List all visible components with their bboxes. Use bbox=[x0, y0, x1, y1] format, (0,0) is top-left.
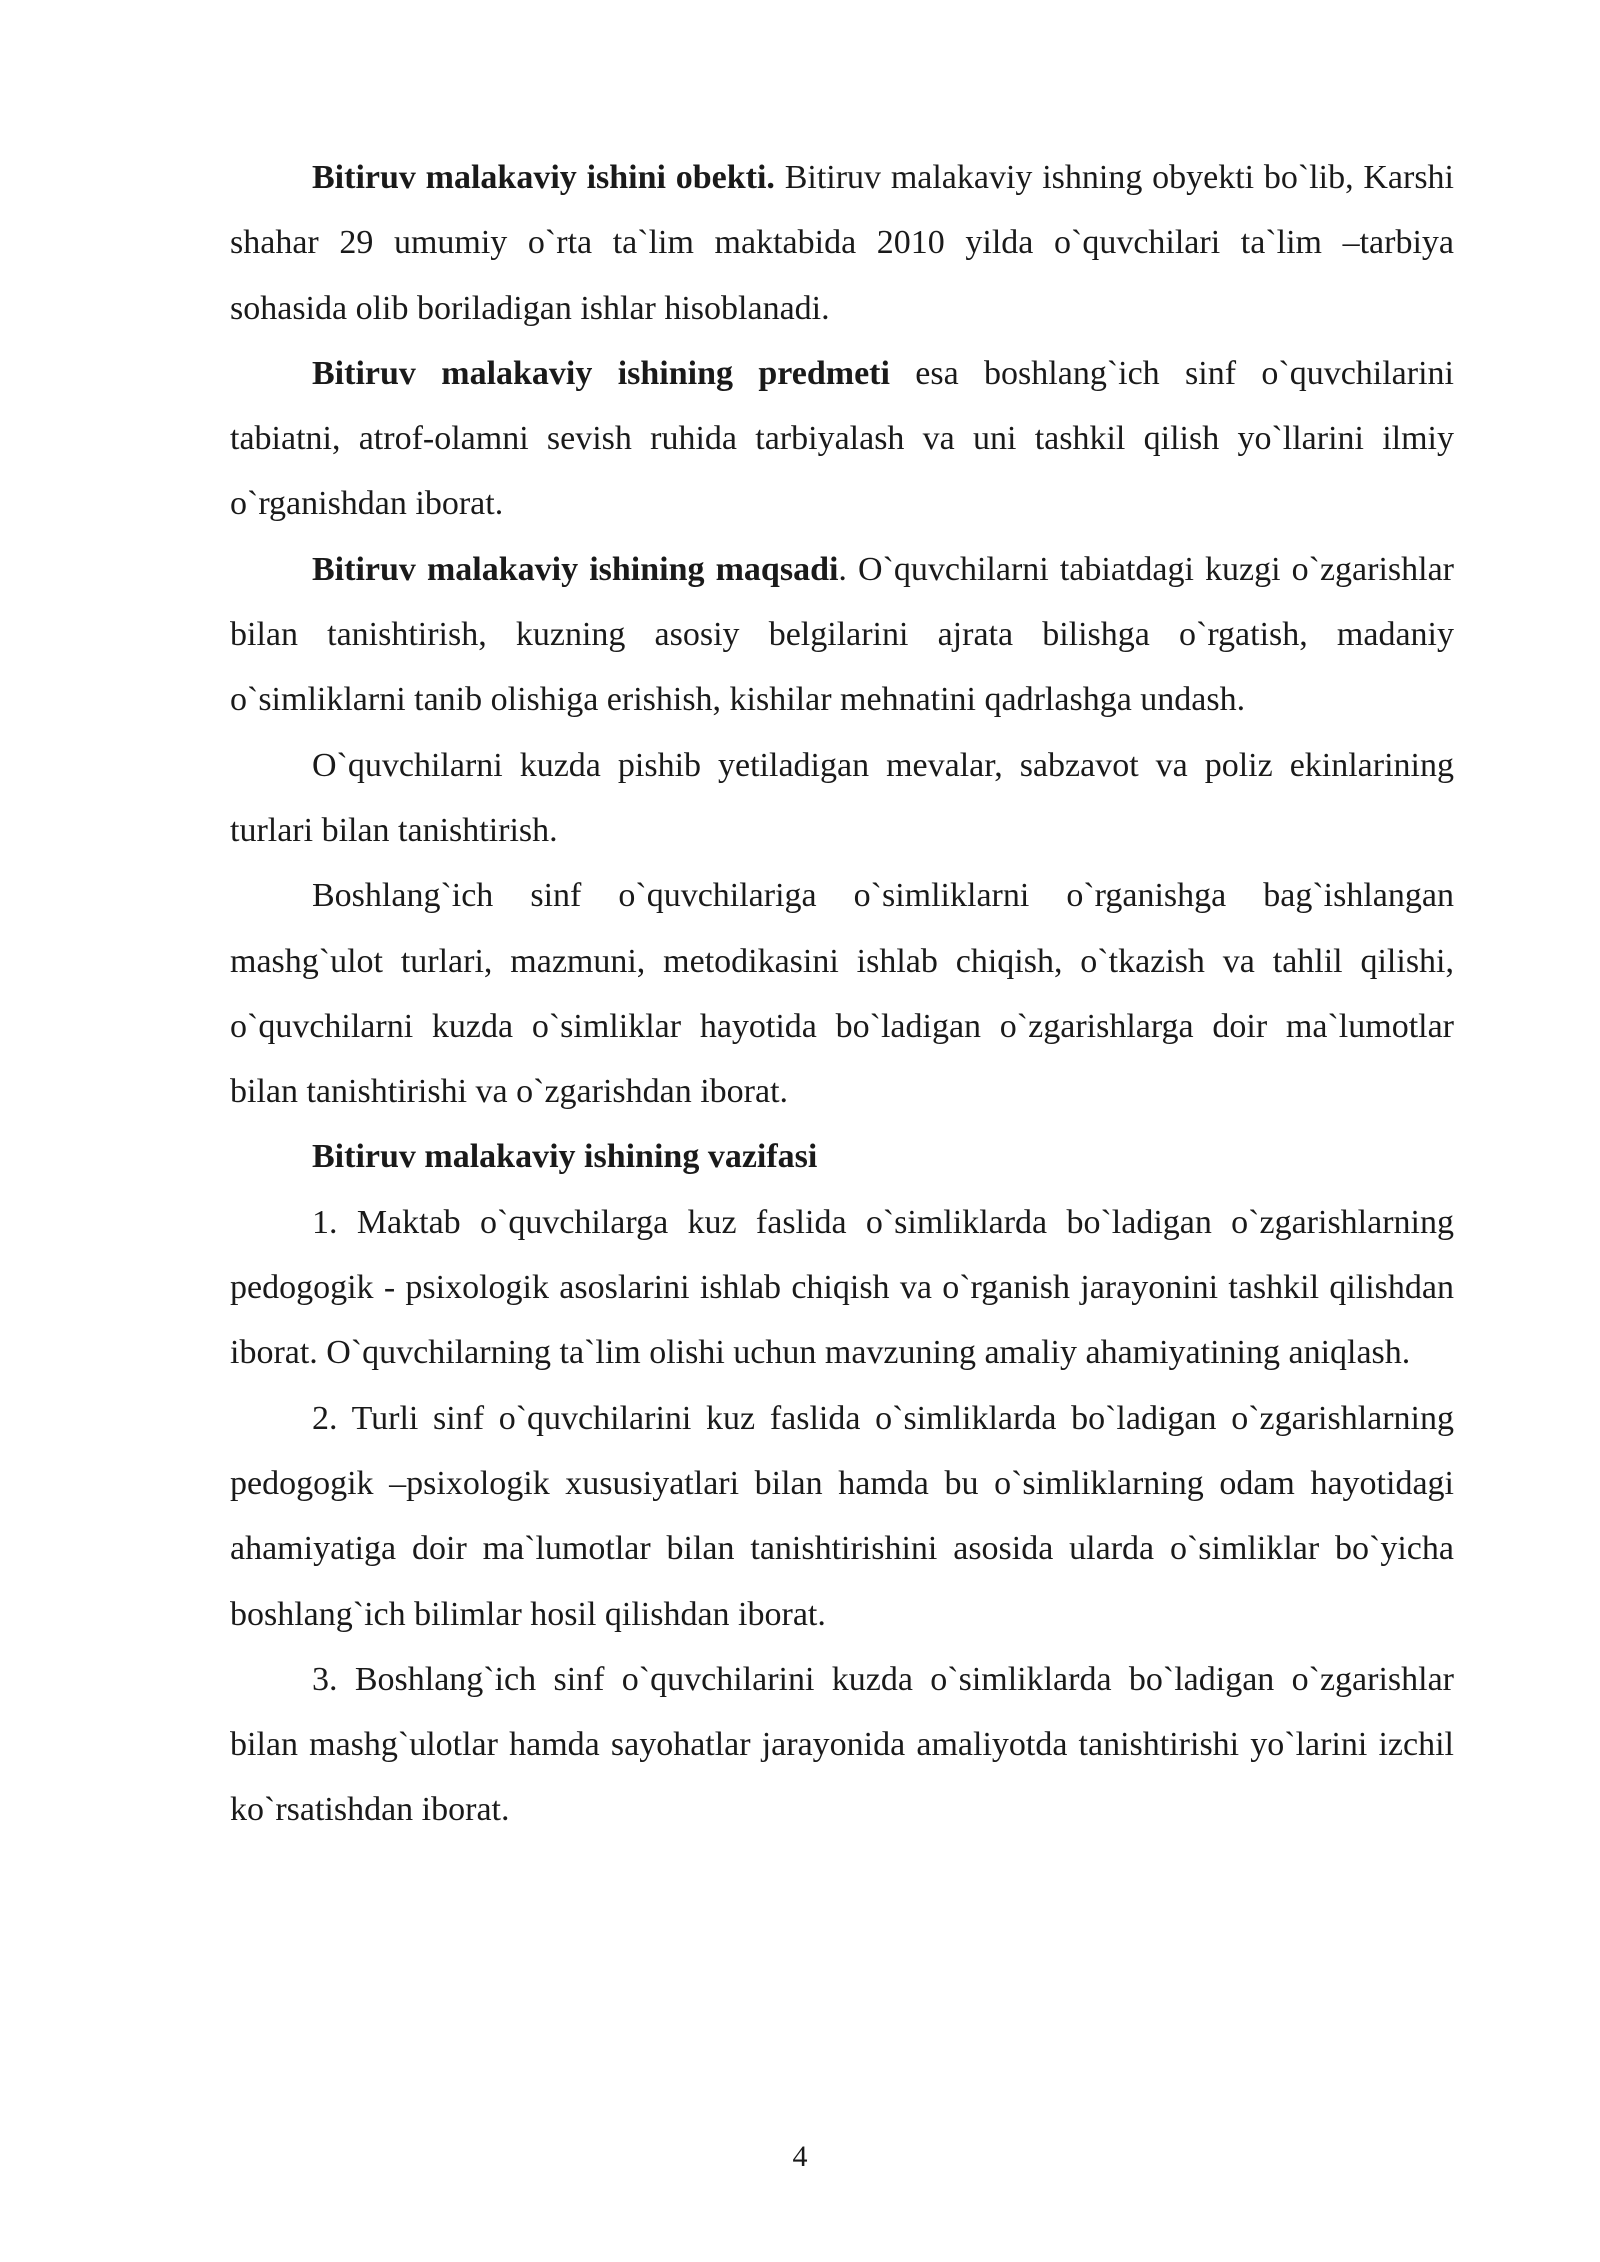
paragraph-text: . O`quvchilarni tabiatdagi kuzgi o`zgarishlar bilan tanishtirish, kuzning asosiy belgilarini ajrata bilishga o`rgatish, madaniy o`simliklarni tanib olishiga erishish, kishilar mehnatini qadrlashga undash. bbox=[230, 550, 1454, 719]
section-heading: Bitiruv malakaviy ishining vazifasi bbox=[312, 1138, 818, 1176]
paragraph-text: O`quvchilarni kuzda pishib yetiladigan mevalar, sabzavot va poliz ekinlarining turlari bilan tanishtirish. bbox=[230, 746, 1454, 849]
paragraph-lessons bbox=[230, 863, 1454, 1124]
paragraph-tasks-heading bbox=[230, 1124, 1454, 1189]
task-text: 3. Boshlang`ich sinf o`quvchilarini kuzda o`simliklarda bo`ladigan o`zgarishlar bilan mashg`ulotlar hamda sayohatlar jarayonida amaliyotda tanishtirishi yo`larini izchil ko`rsatishdan iborat. bbox=[230, 1660, 1454, 1829]
paragraph-goal bbox=[230, 537, 1454, 733]
task-item-3 bbox=[230, 1647, 1454, 1843]
paragraph-text: Bitiruv malakaviy ishning obyekti bo`lib, Karshi shahar 29 umumiy o`rta ta`lim maktabida 2010 yilda o`quvchilari ta`lim –tarbiya sohasida olib boriladigan ishlar hisoblanadi. bbox=[230, 159, 1454, 327]
paragraph-fruits bbox=[230, 733, 1454, 864]
paragraph-text: Boshlang`ich sinf o`quvchilariga o`simliklarni o`rganishga bag`ishlangan mashg`ulot turlari, mazmuni, metodikasini ishlab chiqish, o`tkazish va tahlil qilishi, o`quvchilarni kuzda o`simliklar hayotida bo`ladigan o`zgarishlarga doir ma`lumotlar bilan tanishtirishi va o`zgarishdan iborat. bbox=[230, 877, 1454, 1111]
page-number: 4 bbox=[792, 2140, 808, 2173]
paragraph-heading: Bitiruv malakaviy ishining predmeti bbox=[312, 354, 890, 392]
task-text: 2. Turli sinf o`quvchilarini kuz faslida o`simliklarda bo`ladigan o`zgarishlarning pedogogik –psixologik xususiyatlari bilan hamda bu o`simliklarning odam hayotidagi ahamiyatiga doir ma`lumotlar bilan tanishtirishini asosida ularda o`simliklar bo`yicha boshlang`ich bilimlar hosil qilishdan iborat. bbox=[230, 1399, 1454, 1633]
task-text: 1. Maktab o`quvchilarga kuz faslida o`simliklarda bo`ladigan o`zgarishlarning pedogogik - psixologik asoslarini ishlab chiqish va o`rganish jarayonini tashkil qilishdan iborat. O`quvchilarning ta`lim olishi uchun mavzuning amaliy ahamiyatining aniqlash. bbox=[230, 1203, 1454, 1372]
paragraph-heading: Bitiruv malakaviy ishining maqsadi bbox=[312, 550, 839, 588]
paragraph-text: esa boshlang`ich sinf o`quvchilarini tabiatni, atrof-olamni sevish ruhida tarbiyalash va uni tashkil qilish yo`llarini ilmiy o`rganishdan iborat. bbox=[230, 354, 1454, 523]
body-text bbox=[230, 145, 1454, 1843]
task-item-1 bbox=[230, 1190, 1454, 1386]
paragraph-object bbox=[230, 145, 1454, 341]
paragraph-subject bbox=[230, 341, 1454, 537]
paragraph-heading: Bitiruv malakaviy ishini obekti. bbox=[312, 159, 775, 196]
task-item-2 bbox=[230, 1386, 1454, 1647]
